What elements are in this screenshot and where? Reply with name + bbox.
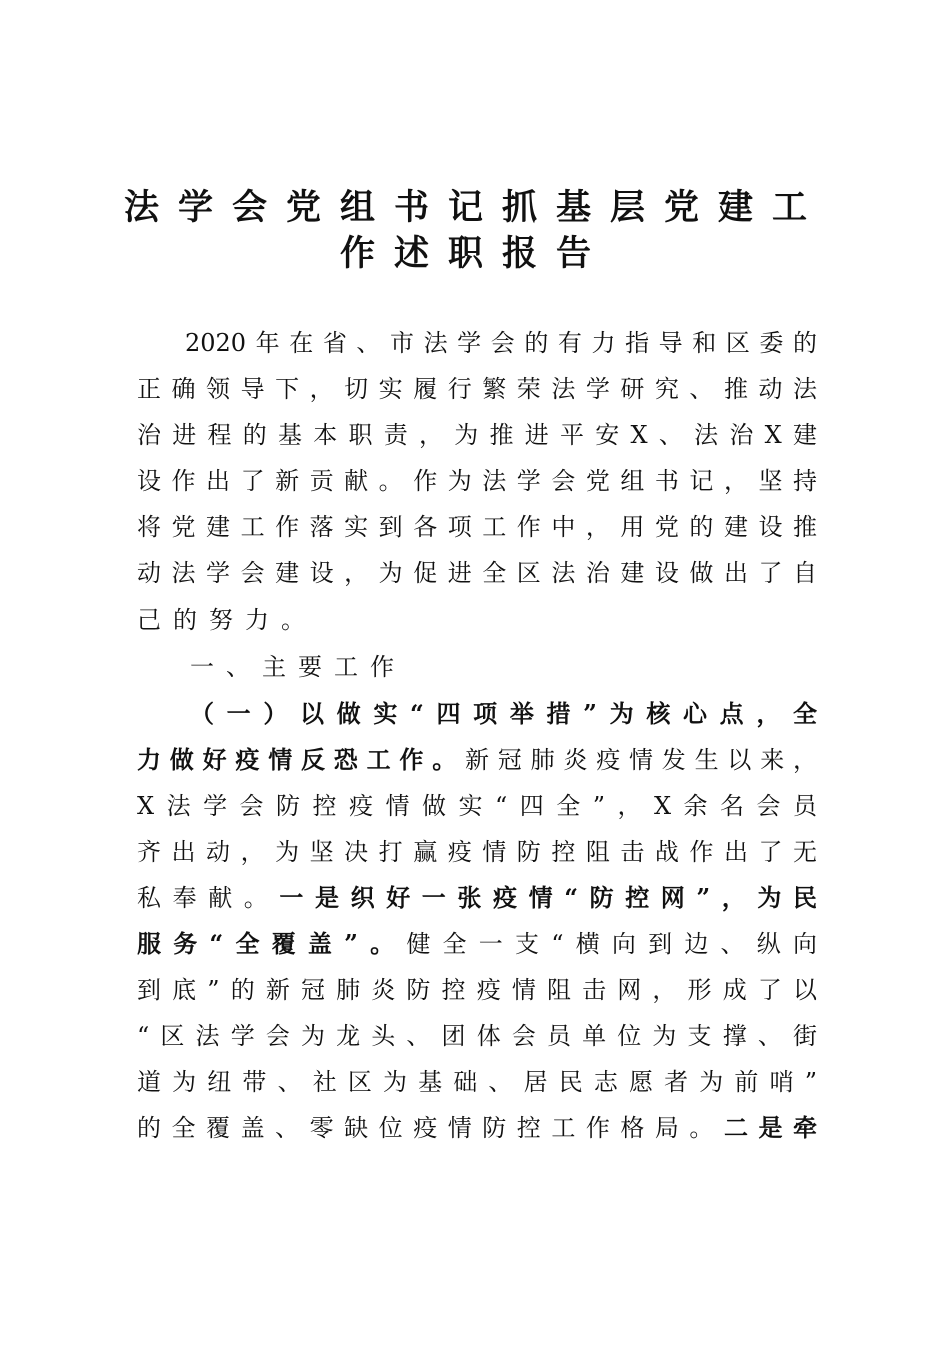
body-line-9: 道为纽带、社区为基础、居民志愿者为前哨” (137, 1068, 817, 1096)
point-one-heading: 一是织好一张疫情“防控网”，为民 (279, 883, 818, 912)
body-line-4: 齐出动，为坚决打赢疫情防控阻击战作出了无 (137, 838, 817, 866)
intro-line-7: 己的努力。 (137, 606, 317, 634)
body-line-10 (137, 1108, 817, 1148)
point-one-heading-continued: 服务“全覆盖”。 (137, 929, 407, 958)
subsection-line-2 (137, 740, 817, 780)
body-line-3: X法学会防控疫情做实“四全”，X余名会员 (137, 792, 817, 820)
body-line-7: 到底”的新冠肺炎防控疫情阻击网，形成了以 (137, 976, 817, 1004)
intro-line-4: 设作出了新贡献。作为法学会党组书记，坚持 (137, 467, 817, 495)
body-line-6 (137, 924, 817, 964)
document-title-line-2: 作述职报告 (339, 233, 610, 274)
intro-line-5: 将党建工作落实到各项工作中，用党的建设推 (137, 513, 817, 541)
subsection-heading-line-1: （一）以做实“四项举措”为核心点，全 (190, 699, 817, 728)
body-line-5 (137, 878, 817, 918)
intro-line-6: 动法学会建设，为促进全区法治建设做出了自 (137, 559, 817, 587)
intro-line-3: 治进程的基本职责，为推进平安X、法治X建 (137, 421, 817, 449)
body-text: 私奉献。 (137, 884, 280, 912)
point-two-heading: 二是牵 (723, 1113, 818, 1142)
subsection-heading-continued: 力做好疫情反恐工作。 (137, 745, 465, 774)
document-title-line-1: 法学会党组书记抓基层党建工 (123, 187, 826, 228)
intro-line-2: 正确领导下，切实履行繁荣法学研究、推动法 (137, 375, 817, 403)
section-heading-main-work: 一、主要工作 (190, 653, 406, 681)
intro-line-1: 2020年在省、市法学会的有力指导和区委的 (185, 329, 817, 357)
body-text: 健全一支“横向到边、纵向 (406, 930, 817, 958)
body-text: 的全覆盖、零缺位疫情防控工作格局。 (137, 1114, 724, 1142)
body-text: 新冠肺炎疫情发生以来， (465, 746, 817, 774)
body-line-8: “区法学会为龙头、团体会员单位为支撑、街 (137, 1022, 817, 1050)
